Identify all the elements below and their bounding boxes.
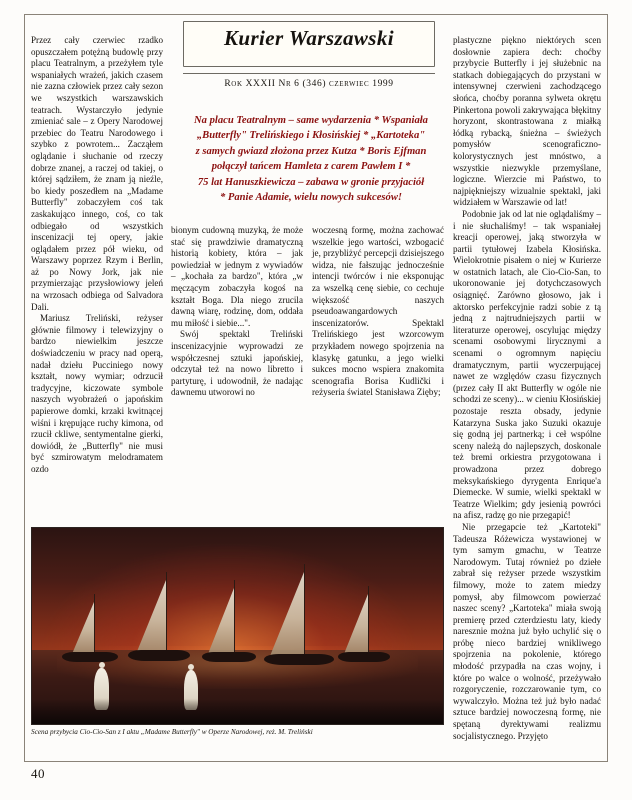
stage-photograph: [31, 527, 444, 725]
paragraph: Przez cały czerwiec rzadko opuszczałem potężną budowlę przy placu Teatralnym, a przeżyłem tyle wspaniałych wrażeń, jakich czasem nie zazna człowiek przez cały sezon we wszystkich warszawskich teatrach. Wystarczyło jedynie zmieniać sale – z Opery Narodowej przebiec do Teatru Narodowego i szybko z powrotem... Zacząłem oglądanie i słuchanie od rzeczy dobrze znanej, a raczej od takiej, o której sądziłem, że znam ją nieźle, bo kiedy poszedłem na „Madame Butterfly" zobaczyłem coś tak zaskakująco innego, coś, co tak odbiegało od wszystkich inscenizacji tej opery, jakie oglądałem przez pół wieku, od Warszawy poprzez Rzym i Berlin, aż po Nowy Jork, jak nie przymierzając przysłowiowy jeleń na wrzosach odbiega od Salvadora Dali.: [31, 35, 163, 312]
mast-shape: [304, 564, 305, 658]
mast-shape: [166, 572, 167, 656]
lead-line: 75 lat Hanuszkiewicza – zabawa w gronie przyjaciół: [197, 176, 425, 188]
page-number: 40: [31, 766, 45, 781]
paragraph: woczesną formę, można zachować wszelkie jego wartości, wzbogacić je, przybliżyć percepcji dzisiejszego widza, nie fałszując jednocześnie intencji twórców i nie eksponując za wszelką cenę siebie, co cechuje większość naszych pseudoawangardowych inscenizatorów. Spektakl Trelińskiego jest wzorcowym przykładem nowego spojrzenia na klasykę gatunku, a jego wielki sukces mocno wspiera znakomita scenografia Borisa Kudlički i reżyseria światel Stanisława Zięby;: [312, 225, 444, 398]
issue-line: Rok XXXII Nr 6 (346) czerwiec 1999: [224, 79, 394, 89]
performer-head: [188, 664, 194, 670]
paragraph: bionym cudowną muzyką, że może stać się prawdziwie dramatyczną historią kobiety, która – jak powiedział w jednym z wywiadów – „kochała za bardzo", która „w męczącym zobaczyła kogoś na kształt Boga. Dla niego zrucila dawną wiarę, rodzinę, dom, oddała mu miłość i siebie...".: [171, 225, 303, 328]
mast-shape: [368, 586, 369, 656]
article-column-4: [453, 35, 601, 742]
photo-bottom-shadow: [32, 699, 443, 724]
article-column-2: [171, 225, 303, 399]
lead-line: z samych gwiazd złożona przez Kutza * Boris Ejfman: [195, 145, 427, 157]
boat-shape: [62, 652, 118, 662]
performer-head: [99, 662, 105, 668]
photo-caption: Scena przybycia Cio-Cio-San z I aktu „Madame Butterfly" w Operze Narodowej, reż. M. Treliński: [31, 728, 313, 736]
lead-line: Na placu Teatralnym – same wydarzenia * Wspaniała: [194, 115, 428, 126]
lead-line: * Panie Adamie, wielu nowych sukcesów!: [219, 192, 403, 204]
publication-title: Kurier Warszawski: [223, 26, 394, 50]
masthead-divider: [183, 73, 435, 74]
mast-shape: [234, 580, 235, 656]
paragraph: Nie przegapcie też „Kartoteki" Tadeusza Różewicza wystawionej w tym samym gmachu, w Teatrze Narodowym. Tutaj również po dziełe zabrał się reżyser przede wszystkim filmowy, może to zatem miedzy pomysł, aby filmowcom powierzać naszec sceny? „Kartoteka" miała swoją premierę przed czterdziestu laty, kiedy naresznie można już było uchylić się o próbę nieco bardziej wnikliwego spojrzenia na pokolenie, którego młodość przypadła na czas wojny, i które po walce o wolność, przeżywało rozgoryczenie, rozczarowanie tym, co wywalczyło. Można też już było nadać sztuce bardziej nowoczesną formę, nie spętaną dyrektywami realizmu socjalistycznego. Przyjęto: [453, 521, 601, 741]
article-column-3: [312, 225, 444, 399]
boat-shape: [264, 654, 334, 665]
paragraph: Mariusz Treliński, reżyser głównie filmowy i telewizyjny o bardzo niewielkim jeszcze doświadczeniu w pracy nad operą, nadał dziełu Pucciniego nowy kształt, nowy wymiar; odrzucił tradycyjne, kiczowate symbole naszych wyobrażeń o japońskim papierowe domki, krzaki kwitnącej wiśni i krępujące ruchy kimona, od rzucił ckliwe, sentymentalne gierki, dowiódł, że „Butterfly" nie musi być szmirowatym melodramatem ozdo: [31, 313, 163, 474]
paragraph: plastyczne piękno niektórych scen dosłownie zapiera dech: choćby przybycie Butterfly i jej służebnic na statkach dobiegających do przystani w intensywnej czerwieni zachodzącego słońca, choćby poranna sylweta okrętu Pinkertona powoli zakrywająca błękitny horyzont, skontrastowana z miałką łódką rybacką, śnieżna – świeżych pomysłów scenograficzno-kolorystycznych jest mnóstwo, a wszystkie niezwykle przemyślane, logiczne. Wierzcie mi Państwo, to najpiękniejszy wizualnie spektakl, jaki widziałem w Warszawie od lat!: [453, 35, 601, 208]
lead-line: połączył tańcem Hamleta z carem Pawłem I *: [211, 161, 411, 173]
article-column-1: [31, 35, 163, 476]
boat-shape: [338, 652, 390, 662]
boat-shape: [202, 652, 256, 662]
paragraph: Swój spektakl Treliński inscenizacyjnie wyprowadzi ze współczesnej sztuki japońskiej, odczytał też na nowo libretto i partyturę, i udowodnił, że nadając dawnemu utworowi no: [171, 329, 303, 398]
page-content: [31, 21, 601, 755]
mast-shape: [94, 594, 95, 656]
lead-summary: [171, 113, 451, 205]
paragraph: Podobnie jak od lat nie oglądaliśmy – i nie słuchaliśmy! – tak wspaniałej kreacji operowej, jaką stworzyła w partii tytułowej Izabela Kłosińska. Wielokrotnie pisałem o niej w Kurierze w ostatnich latach, ale Cio-Cio-San, to ukoronowanie jej dotychczasowych osiągnięć. Zarówno głosowo, jak i aktorsko perfekcyjnie radzi sobie z tą jedną z najtrudniejszych partii w literaturze operowej, oscylując między scenami osobowymi lirycznymi a scenami o ogromnym napięciu dramatycznym, partii wyczerpującej nawet ze względów czasu fizycznych (przez cały II akt Butterfly w ogóle nie schodzi ze sceny)... w cieniu Kłosińskiej pozostaje reszta obsady, jedynie Katarzyna Suska jako Suzuki okazuje się godną jej partnerką; i ceł wspólne sceny należą do najlepszych, doskonale też bremi orkiestra przygotowana i prowadzona przez dobrego meksykańskiego dyrygenta Enrique'a Diemecke. W sumie, wielki spektakl w Teatrze Wielkim; gdy jesienią powróci na afisz, radzę go nie przegapić!: [453, 208, 601, 521]
lead-line: „Butterfly" Trelińskiego i Kłosińskiej * „Kartoteka": [196, 130, 426, 142]
boat-shape: [128, 650, 190, 661]
